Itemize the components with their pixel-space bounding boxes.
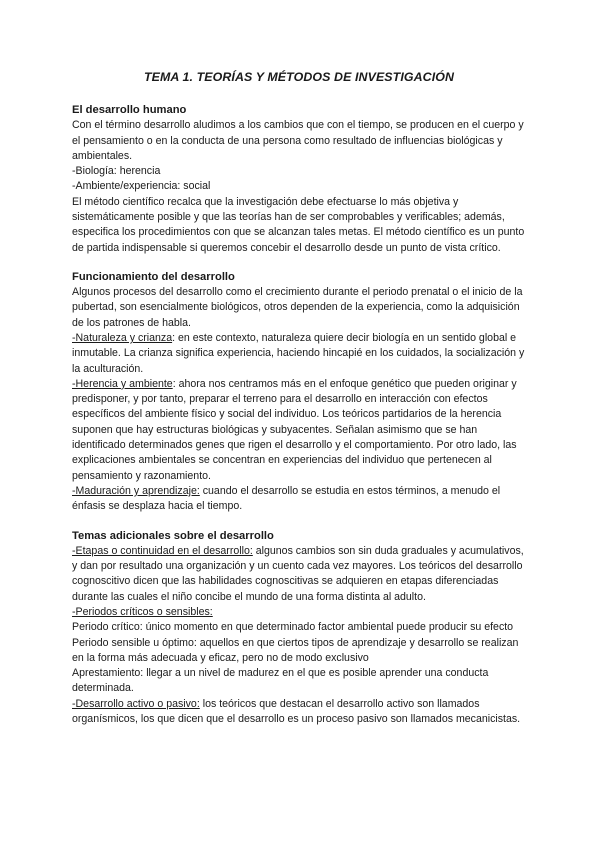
underlined-term: -Etapas o continuidad en el desarrollo: [72, 544, 253, 557]
paragraph [72, 377, 526, 484]
document-title: TEMA 1. TEORÍAS Y MÉTODOS DE INVESTIGACIÓN [143, 70, 455, 84]
section-heading: Temas adicionales sobre el desarrollo [72, 529, 274, 542]
paragraph [72, 544, 526, 605]
underlined-term: -Naturaleza y crianza [72, 331, 173, 344]
paragraph: El método científico recalca que la investigación debe efectuarse lo más objetiva y sistemáticamente posible y que las teorías han de ser comprobables y verificables; además, especifica los procedimientos con que se alcanzan tales metas. El método científico es un punto de partida indispensable si queremos concebir el desarrollo desde un punto de vista crítico. [72, 195, 525, 254]
paragraph-text: los teóricos que destacan el desarrollo activo son llamados organísmicos, los que dicen que el desarrollo es un proceso pasivo son llamados mecanicistas. [72, 697, 521, 725]
section-heading: El desarrollo humano [72, 104, 187, 116]
paragraph: Periodo crítico: único momento en que determinado factor ambiental puede producir su efecto [72, 621, 514, 634]
section-funcionamiento [72, 270, 526, 515]
underlined-term: -Herencia y ambiente [72, 377, 173, 390]
underlined-term: -Periodos críticos o sensibles: [72, 605, 213, 618]
paragraph [72, 331, 526, 377]
underlined-term: -Maduración y aprendizaje: [72, 484, 200, 497]
paragraph-text: algunos cambios son sin duda graduales y acumulativos, y dan por resultado una organización y un cuento cada vez mayores. Los teóricos del desarrollo cognoscitivo dicen que las habilidades cognoscitivas se adquieren en etapas diferenciadas durante las cuales el niño concibe el mundo de una forma distinta al adulto. [72, 544, 524, 603]
paragraph: -Biología: herencia [72, 165, 161, 178]
section-heading: Funcionamiento del desarrollo [72, 270, 235, 283]
paragraph: Con el término desarrollo aludimos a los cambios que con el tiempo, se producen en el cuerpo y el pensamiento o en la conducta de una persona como resultado de influencias biológicas y ambientales. [72, 119, 524, 162]
paragraph-text: cuando el desarrollo se estudia en estos términos, a menudo el énfasis se desplaza hacia el tiempo. [72, 484, 501, 513]
paragraph: Aprestamiento: llegar a un nivel de madurez en el que es posible aprender una conducta determinada. [72, 667, 489, 695]
underlined-term: -Desarrollo activo o pasivo: [72, 697, 200, 710]
paragraph [72, 697, 526, 728]
paragraph: -Ambiente/experiencia: social [72, 180, 211, 193]
paragraph: Periodo sensible u óptimo: aquellos en que ciertos tipos de aprendizaje y desarrollo se realizan en la forma más adecuada y eficaz, pero no de modo exclusivo [72, 636, 519, 664]
section-temas-adicionales [72, 529, 526, 728]
paragraph [72, 484, 526, 515]
paragraph: Algunos procesos del desarrollo como el crecimiento durante el periodo prenatal o el inicio de la pubertad, son esencialmente biológicos, otros dependen de la experiencia, como la adquisición de los patrones de habla. [72, 286, 523, 329]
paragraph-text: : en este contexto, naturaleza quiere decir biología en un sentido global e inmutable. La crianza significa experiencia, haciendo hincapié en los cuidados, la socialización y la aculturación. [72, 331, 525, 375]
paragraph [72, 605, 526, 620]
section-desarrollo-humano [72, 103, 526, 256]
paragraph-text: : ahora nos centramos más en el enfoque genético que pueden originar y predisponer, y por tanto, preparar el terreno para el desarrollo en interacción con efectos específicos del ambiente físico y social del individuo. Los teóricos partidarios de la herencia suponen que hay estructuras biológicas y subyacentes. Señalan asimismo que se han identificado determinados genes que rigen el desarrollo y el comportamiento. Por otro lado, las explicaciones ambientales se concentran en experiencias del individuo que pertenecen al pensamiento y razonamiento. [72, 377, 517, 482]
